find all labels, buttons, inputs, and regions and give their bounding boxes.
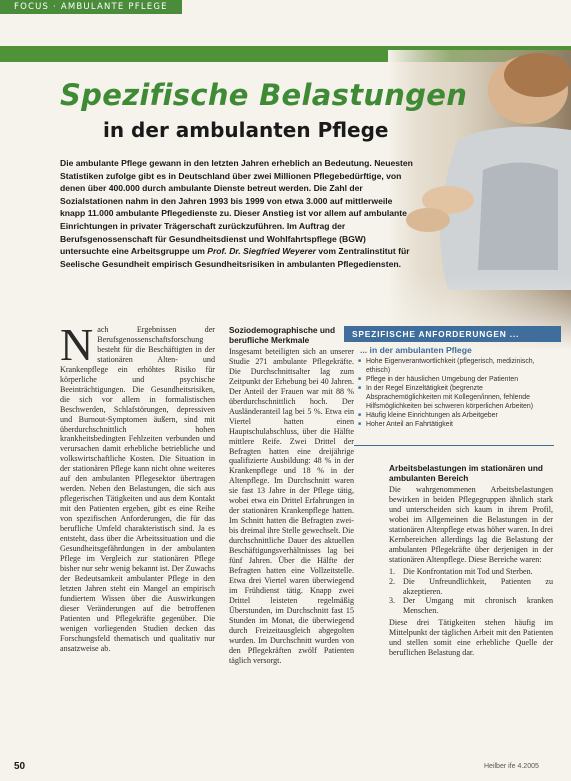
numbered-list	[389, 567, 553, 617]
sidebar-title: ... in der ambulanten Pflege	[360, 345, 472, 355]
subheadline: in der ambulanten Pflege	[103, 118, 389, 142]
item-number: 2.	[389, 576, 396, 586]
page-number: 50	[14, 761, 26, 772]
lead-paragraph	[60, 157, 415, 270]
sidebar-header: SPEZIFISCHE ANFORDERUNGEN ...	[344, 326, 561, 342]
item-text: Die Konfrontation mit Tod und Sterben.	[403, 566, 533, 576]
sidebar-item: ■ Hoher Anteil an Fahrtätigkeit	[358, 420, 554, 429]
column-2-text: Insgesamt beteiligten sich an unserer Studie 271 ambulante Pflegekräfte. Die Durchschnittsalter lag zum Zeitpunkt der Erhebung bei 40 Jahren. Der Anteil der Frauen war mit 88 % überdurchschnittlich hoch. Der Ausländeranteil lag bei 5 %. Etwa ein Viertel hatten einen Hauptschulabschluss, über die Hälfte mittlere Reife. Zwei Drittel der Befragten hatten eine dreijährige qualifizierte Ausbildung: 48 % in der Krankenpflege und 18 % in der Altenpflege. Im Durchschnitt waren sie fast 13 Jahre in der Pflege tätig, wobei etwa ein Drittel Erfahrungen in der stationären Krankenpflege hatten. Im Schnitt hatten die Befragten zwei- bis dreimal ihre Stelle gewechselt. Die durchschnittliche Dauer des aktuellen Beschäftigungsverhältnisses lag bei fünf Jahren. Über die Hälfte der Befragten hatten eine Vollzeitstelle. Etwa drei Viertel waren überwiegend im Frühdienst tätig. Knapp zwei Drittel leisteten regelmäßig Überstunden, im Durchschnitt fast 15 Stunden im Monat, die überwiegend durch Freizeitausgleich abgegolten wurden. Im Durchschnitt wurden von den Pflegekräften zwölf Patienten täglich versorgt.	[229, 347, 354, 665]
sidebar-box	[354, 345, 554, 446]
column-2-subhead: Soziodemographische und berufliche Merkmale	[229, 325, 336, 345]
item-number: 3.	[389, 596, 396, 606]
article-column-1	[60, 319, 215, 653]
item-text: Die Unfreundlichkeit, Patienten zu akzeptieren.	[403, 576, 553, 596]
section-label: FOCUS · AMBULANTE PFLEGE	[0, 0, 182, 14]
numbered-item	[389, 596, 553, 616]
column-3-subhead: Arbeitsbelastungen im stationären und ambulanten Bereich	[389, 463, 543, 483]
lead-author: Prof. Dr. Siegfried Weyerer	[207, 246, 316, 257]
sidebar-item: ■ In der Regel Einzeltätigkeit (begrenzte Absprachemöglichkeiten mit Kollegen/innen, fehlende Hilfsmöglichkeiten bei schweren körperlichen Arbeiten)	[358, 384, 554, 411]
item-text: Der Umgang mit chronisch kranken Menschen.	[403, 596, 553, 616]
article-column-3	[389, 463, 553, 658]
column-3-text: Die wahrgenommenen Arbeitsbelastungen bewirken in beiden Pflegegruppen ähnlich stark und unterscheiden sich kaum in ihrem Profil, wobei im Allgemeinen die Belastungen in der stationären Altenpflege etwas höher waren. In drei Kernbereichen allerdings lag die Belastung der ambulanten Pflegekräfte über derjenigen in der stationären Altenpflege. Diese Bereiche waren:	[389, 485, 553, 564]
numbered-item	[389, 577, 553, 597]
lead-tail: vom Zentralinstitut für Seelische Gesundheit empirisch Gesundheitsrisiken in ambulanten Pflegediensten.	[60, 246, 410, 269]
headline: Spezifische Belastungen	[60, 78, 468, 112]
column-3-tail: Diese drei Tätigkeiten stehen häufig im Mittelpunkt der täglichen Arbeit mit den Patienten und stellen somit eine erhebliche Quelle der beruflichen Belastung dar.	[389, 618, 553, 658]
numbered-item	[389, 567, 553, 577]
issue-label: Heilber ife 4.2005	[484, 763, 539, 770]
article-column-2	[229, 325, 354, 666]
sidebar-list	[354, 357, 554, 429]
item-number: 1.	[389, 566, 396, 576]
lead-text: Die ambulante Pflege gewann in den letzten Jahren erheblich an Bedeutung. Neuesten Statistiken zufolge gibt es in Deutschland über zwei Millionen Pflegebedürftige, von denen über 400.000 durch ambulante Dienste betreut werden. Die Zahl der Sozialstationen nahm in den Jahren 1993 bis 1999 von etwa 3.000 auf mittlerweile knapp 11.000 ambulante Pflegedienste zu. Dieser Anstieg ist vor allem auf ambulante Einrichtungen in privater Trägerschaft zurückzuführen. Im Auftrag der Berufsgenossenschaft für Gesundheitsdienst und Wohlfahrtspflege (BGW) untersuchte eine Arbeitsgruppe um	[60, 158, 413, 257]
sidebar-item: ■ Häufig kleine Einrichtungen als Arbeitgeber	[358, 411, 554, 420]
column-1-text: ach Ergebnissen der Berufsgenossenschaftsforschung besteht für die Beschäftigten in der stationären Alten- und Krankenpflege ein erhöhtes Risiko für körperliche und psychische Beeinträchtigungen. Die Gesundheitsrisiken, die sich vor allem in formalistischen Beschwerden, Schlafstörungen, depressiven und Burnout-Symptomen äußern, sind mit überdurchschnittlich hohen krankheitsbedingten Fehlzeiten verbunden und verursachen damit erhebliche betriebliche und volkswirtschaftliche Kosten. Die Situation in der stationären Pflege kann nicht ohne weiteres auf den ambulanten Pflegesektor übertragen werden. Neben den Belastungen, die sich aus pflegerischen Tätigkeiten und aus dem Kontakt mit den Patienten ergeben, gibt es eine Reihe von spezifischen Anforderungen, die für das berufliche Umfeld charakteristisch sind. Ja es entsteht, dass über die Arbeitssituation und die Gesundheitsgefährdungen in der ambulanten Pflege im Vergleich zur stationären Pflege bisher nur sehr wenig bekannt ist. Der Zuwachs der Bedeutsamkeit ambulanter Pflege in den letzten Jahren steht ein Mangel an empirisch fundiertem Wissen über die Auswirkungen dieser Veränderungen auf die betroffenen Patienten und Pflegekräfte gegenüber. Die wenigen vorliegenden Studien decken das Forschungsfeld thematisch und qualitativ nur ansatzweise ab.	[60, 325, 215, 653]
sidebar-item: ■ Pflege in der häuslichen Umgebung der Patienten	[358, 375, 554, 384]
drop-cap: N	[60, 319, 94, 370]
sidebar-item: ■ Hohe Eigenverantwortlichkeit (pflegerisch, medizinisch, ethisch)	[358, 357, 554, 375]
